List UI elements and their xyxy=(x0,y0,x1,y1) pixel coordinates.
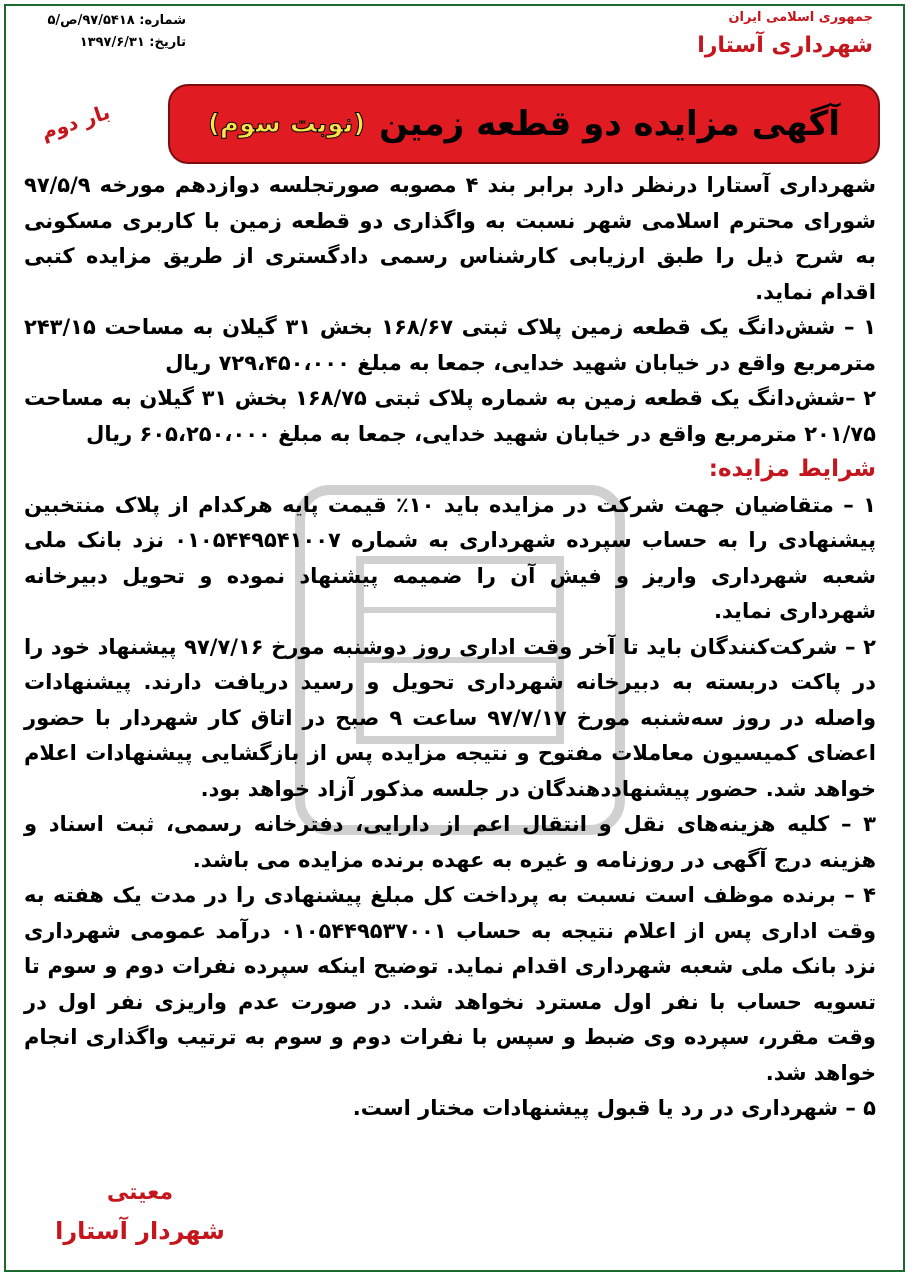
title-round: (نوبت سوم) xyxy=(208,109,366,139)
signatory-role: شهردار آستارا xyxy=(55,1217,225,1245)
condition-3: ۳ – کلیه هزینه‌های نقل و انتقال اعم از دارایی، دفترخانه رسمی، ثبت اسناد و هزینه درج آگهی در روزنامه و غیره به عهده برنده مزایده می باشد. xyxy=(24,812,876,872)
signatory-name: معیتی xyxy=(106,1180,174,1205)
municipality-label: شهرداری آستارا xyxy=(697,33,873,58)
reference-block xyxy=(16,10,186,54)
intro-paragraph: شهرداری آستارا درنظر دارد برابر بند ۴ مصوبه صورتجلسه دوازدهم مورخه ۹۷/۵/۹ شورای محترم اسلامی شهر نسبت به واگذاری دو قطعه زمین با کاربری مسکونی به شرح ذیل را طبق ارزیابی کارشناس رسمی دادگستری از طریق مزایده کتبی اقدام نماید. xyxy=(24,173,876,304)
condition-2: ۲ – شرکت‌کنندگان باید تا آخر وقت اداری روز دوشنبه مورخ ۹۷/۷/۱۶ پیشنهاد خود را در پاکت دربسته به دبیرخانه شهرداری تحویل و رسید دریافت دارند. پیشنهادات واصله در روز سه‌شنبه مورخ ۹۷/۷/۱۷ ساعت ۹ صبح در اتاق کار شهردار با حضور اعضای کمیسیون معاملات مفتوح و نتیجه مزایده پس از بازگشایی پیشنهادات اعلام خواهد شد. حضور پیشنهاددهندگان در جلسه مذکور آزاد خواهد بود. xyxy=(24,634,876,801)
page-title: آگهی مزایده دو قطعه زمین xyxy=(379,104,840,144)
reference-number: شماره: ۹۷/۵۴۱۸/ص/۵ xyxy=(47,13,186,28)
condition-5: ۵ – شهرداری در رد یا قبول پیشنهادات مختار است. xyxy=(352,1096,876,1120)
notice-body xyxy=(24,168,876,1127)
reference-date: تاریخ: ۱۳۹۷/۶/۳۱ xyxy=(79,35,186,50)
condition-4: ۴ – برنده موظف است نسبت به پرداخت کل مبلغ پیشنهادی را در مدت یک هفته به وقت اداری پس از اعلام نتیجه به حساب ۰۱۰۵۴۴۹۵۳۷۰۰۱ درآمد عمومی شهرداری نزد بانک ملی شعبه شهرداری اقدام نماید. توضیح اینکه سپرده نفرات دوم و سوم تا تسویه حساب با نفر اول مسترد نخواهد شد. در صورت عدم واریزی نفر اول در وقت مقرر، سپرده وی ضبط و سپس با نفرات دوم و سوم به ترتیب واگذاری انجام خواهد شد. xyxy=(24,883,877,1085)
issuer-block xyxy=(697,10,873,58)
conditions-heading: شرایط مزایده: xyxy=(708,456,876,482)
second-time-stamp: بار دوم xyxy=(38,99,113,145)
government-label: جمهوری اسلامی ایران xyxy=(728,10,873,25)
signature-block xyxy=(40,1180,240,1245)
land-item-2: ۲ –شش‌دانگ یک قطعه زمین به شماره پلاک ثبتی ۱۶۸/۷۵ بخش ۳۱ گیلان به مساحت ۲۰۱/۷۵ مترمربع واقع در خیابان شهید خدایی، جمعا به مبلغ ۶۰۵،۲۵۰،۰۰۰ ریال xyxy=(24,386,877,446)
condition-1: ۱ – متقاضیان جهت شرکت در مزایده باید ۱۰٪ قیمت پایه هرکدام از پلاک منتخبین پیشنهادی را به حساب سپرده شهرداری به شماره ۰۱۰۵۴۴۹۵۴۱۰۰۷ نزد بانک ملی شعبه شهرداری واریز و فیش آن را ضمیمه پیشنهاد نموده و تحویل دبیرخانه شهرداری نماید. xyxy=(24,492,876,623)
land-item-1: ۱ – شش‌دانگ یک قطعه زمین پلاک ثبتی ۱۶۸/۶۷ بخش ۳۱ گیلان به مساحت ۲۴۳/۱۵ مترمربع واقع در خیابان شهید خدایی، جمعا به مبلغ ۷۲۹،۴۵۰،۰۰۰ ریال xyxy=(24,315,877,375)
title-banner xyxy=(170,86,878,162)
